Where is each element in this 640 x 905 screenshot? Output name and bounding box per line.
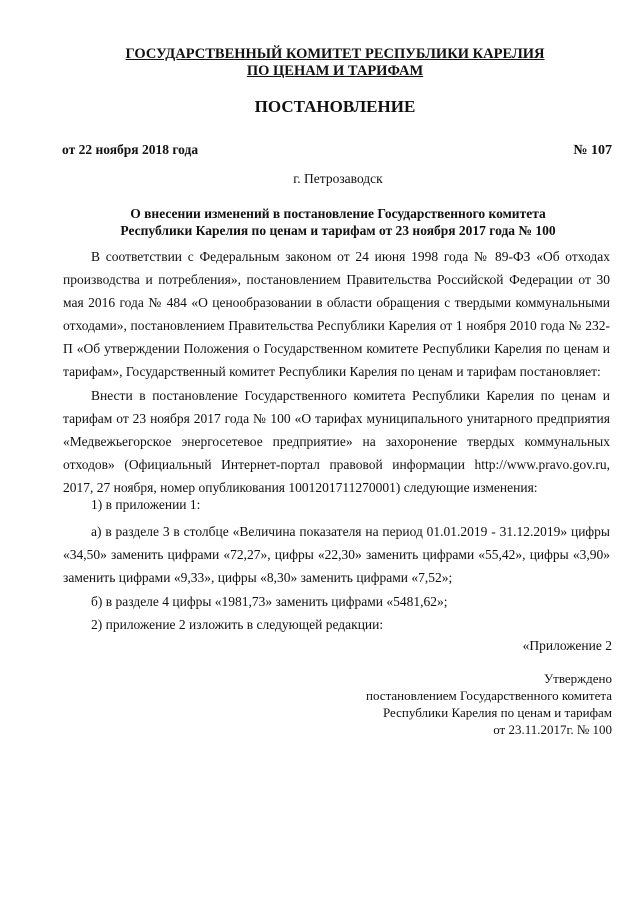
document-number: № 107 xyxy=(573,143,612,158)
approval-by-line1: постановлением Государственного комитета xyxy=(366,688,612,703)
committee-name-line2: ПО ЦЕНАМ И ТАРИФАМ xyxy=(246,63,424,79)
appendix-label: «Приложение 2 xyxy=(522,638,612,653)
approval-reference: от 23.11.2017г. № 100 xyxy=(493,722,612,737)
body-item-1b: б) в разделе 4 цифры «1981,73» заменить цифрами «5481,62»; xyxy=(91,594,448,609)
approval-heading: Утверждено xyxy=(543,671,612,686)
approval-block xyxy=(366,670,612,738)
subject-line2: Республики Карелия по ценам и тарифам от 23 ноября 2017 года № 100 xyxy=(120,223,556,238)
committee-name-line1: ГОСУДАРСТВЕННЫЙ КОМИТЕТ РЕСПУБЛИКИ КАРЕЛИЯ xyxy=(125,46,545,62)
subject-line1: О внесении изменений в постановление Государственного комитета xyxy=(130,206,546,221)
approval-by-line2: Республики Карелия по ценам и тарифам xyxy=(382,705,612,720)
document-date: от 22 ноября 2018 года xyxy=(62,142,199,157)
body-paragraph-amendment: Внести в постановление Государственного комитета Республики Карелия по ценам и тарифам от 23 ноября 2017 года № 100 «О тарифах муниципального унитарного предприятия «Медвежьегорское энергосетевое предприятие» на захоронение твердых коммунальных отходов» (Официальный Интернет-портал правовой информации http://www.pravo.gov.ru, 2017, 27 ноября, номер опубликования 1001201711270001) следующие изменения: xyxy=(63,388,610,495)
body-item-1a: а) в разделе 3 в столбце «Величина показателя на период 01.01.2019 - 31.12.2019» цифры «34,50» заменить цифрами «72,27», цифры «22,30» заменить цифрами «55,42», цифры «3,90» заменить цифрами «9,33», цифры «8,30» заменить цифрами «7,52»; xyxy=(63,524,610,585)
body-paragraph-preamble: В соответствии с Федеральным законом от 24 июня 1998 года № 89-ФЗ «Об отходах производства и потребления», постановлением Правительства Российской Федерации от 30 мая 2016 года № 484 «О ценообразовании в области обращения с твердыми коммунальными отходами», постановлением Правительства Республики Карелия от 1 ноября 2010 года № 232-П «Об утверждении Положения о Государственном комитете Республики Карелия по ценам и тарифам», Государственный комитет Республики Карелия по ценам и тарифам постановляет: xyxy=(63,249,610,379)
document-city: г. Петрозаводск xyxy=(293,171,383,186)
body-item-2: 2) приложение 2 изложить в следующей редакции: xyxy=(91,617,384,632)
body-item-1: 1) в приложении 1: xyxy=(91,497,201,512)
document-type-title: ПОСТАНОВЛЕНИЕ xyxy=(254,97,416,116)
